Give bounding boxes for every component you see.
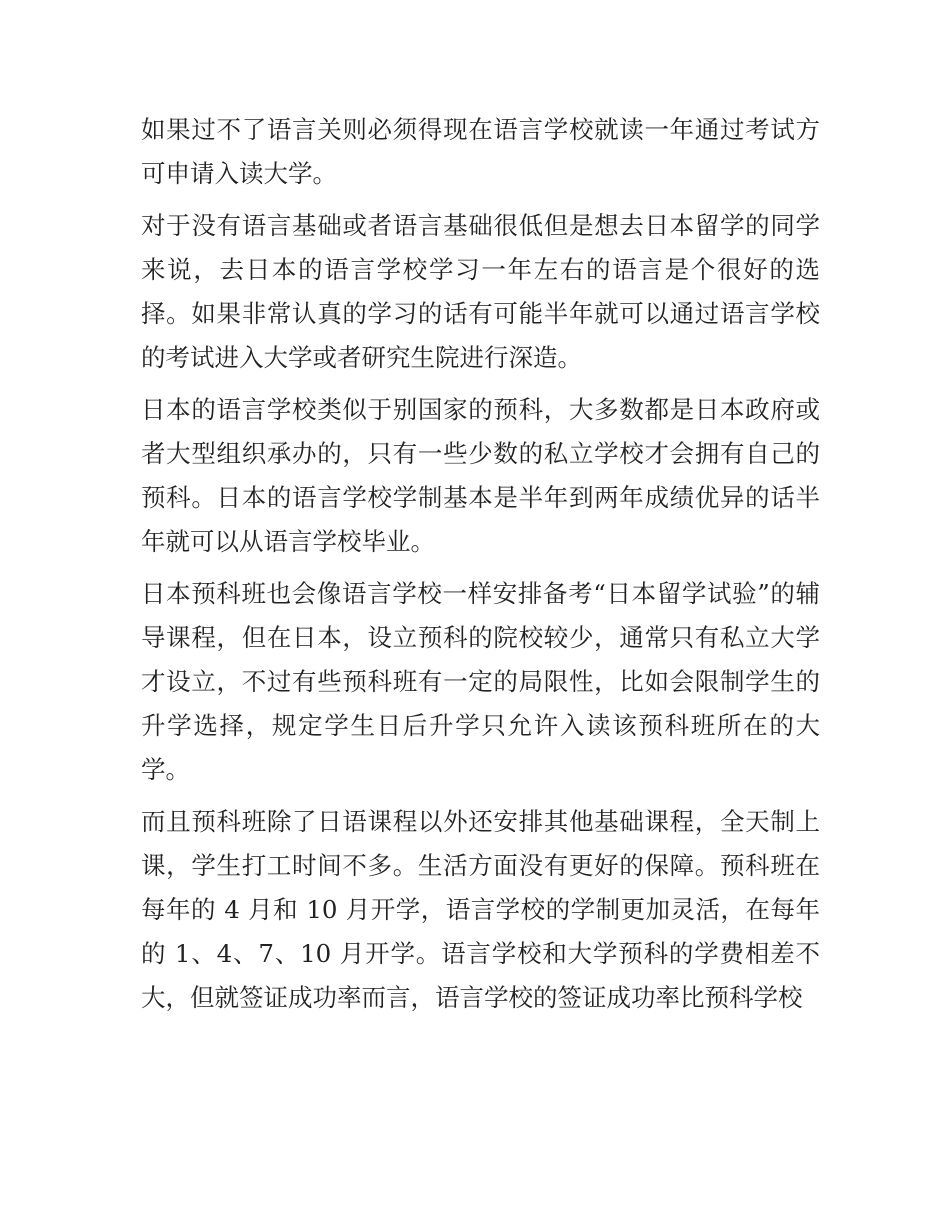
paragraph-1: 如果过不了语言关则必须得现在语言学校就读一年通过考试方可申请入读大学。 — [141, 115, 820, 188]
paragraph-4: 日本预科班也会像语言学校一样安排备考“日本留学试验”的辅导课程，但在日本，设立预科的院校较少，通常只有私立大学才设立，不过有些预科班有一定的局限性，比如会限制学生的升学选择，规定学生日后升学只允许入读该预科班所在的大学。 — [141, 579, 820, 784]
document-body — [141, 108, 820, 1020]
paragraph-2: 对于没有语言基础或者语言基础很低但是想去日本留学的同学来说，去日本的语言学校学习一年左右的语言是个很好的选择。如果非常认真的学习的话有可能半年就可以通过语言学校的考试进入大学或者研究生院进行深造。 — [141, 211, 820, 372]
paragraph-3: 日本的语言学校类似于别国家的预科，大多数都是日本政府或者大型组织承办的，只有一些少数的私立学校才会拥有自己的预科。日本的语言学校学制基本是半年到两年成绩优异的话半年就可以从语言学校毕业。 — [141, 395, 820, 556]
paragraph-5: 而且预科班除了日语课程以外还安排其他基础课程，全天制上课，学生打工时间不多。生活方面没有更好的保障。预科班在每年的 4 月和 10 月开学，语言学校的学制更加灵活，在每年的 1、4、7、10 月开学。语言学校和大学预科的学费相差不大，但就签证成功率而言，语言学校的签证成功率比预科学校 — [141, 807, 820, 1012]
